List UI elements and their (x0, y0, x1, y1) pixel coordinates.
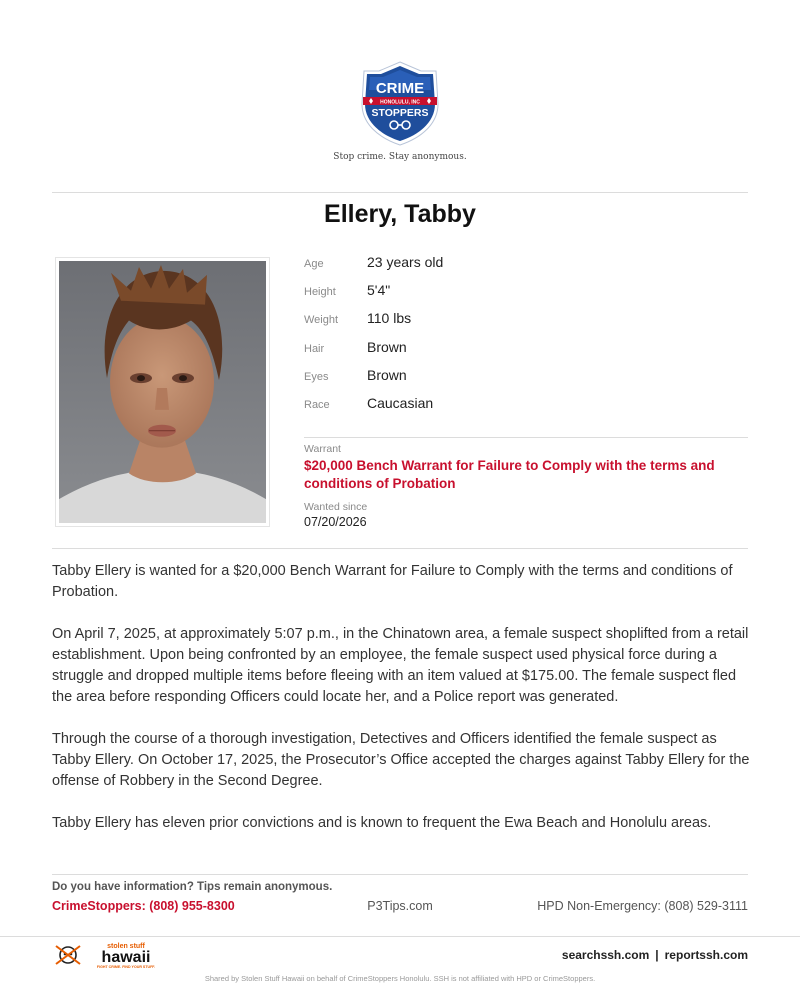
footer-separator: | (655, 948, 659, 962)
attribute-value: 110 lbs (367, 310, 412, 327)
attribute-age (304, 254, 748, 282)
attribute-race (304, 395, 748, 423)
description-paragraph: Tabby Ellery is wanted for a $20,000 Bench Warrant for Failure to Comply with the terms and conditions of Probation. (52, 563, 733, 600)
attribute-value: 5'4" (367, 282, 391, 299)
tips-question: Do you have information? Tips remain anonymous. (52, 881, 333, 893)
svg-text:STOPPERS: STOPPERS (371, 107, 429, 119)
description-paragraph: Through the course of a thorough investigation, Detectives and Officers identified the female suspect as Tabby Ellery. On October 17, 2025, the Prosecutor’s Office accepted the charges against Tabby Ellery for the offense of Robbery in the Second Degree. (52, 731, 750, 789)
attribute-eyes (304, 367, 748, 395)
crimestoppers-phone-link[interactable]: CrimeStoppers: (808) 955-8300 (52, 899, 235, 913)
searchssh-link[interactable]: searchssh.com (561, 948, 650, 962)
stolen-stuff-hawaii-logo (54, 940, 158, 975)
attribute-label: Age (304, 258, 324, 270)
svg-text:stolen stuff: stolen stuff (107, 943, 145, 950)
description-paragraph: Tabby Ellery has eleven prior convictions and is known to frequent the Ewa Beach and Honolulu areas. (52, 815, 712, 831)
mugshot-photo (59, 261, 266, 523)
svg-text:FIGHT CRIME. FIND YOUR STUFF.: FIGHT CRIME. FIND YOUR STUFF. (96, 965, 156, 969)
divider (0, 936, 800, 937)
footer-links (562, 948, 748, 962)
reportssh-link[interactable]: reportssh.com (664, 948, 748, 962)
warrant-section (304, 437, 748, 529)
attribute-value: 23 years old (367, 254, 444, 270)
description-paragraph: On April 7, 2025, at approximately 5:07 p.m., in the Chinatown area, a female suspect shoplifted from a retail establishment. Upon being confronted by an employee, the female suspect used physical force during a struggle and dropped multiple items before fleeing with an item valued at $175.00. The female suspect fled the area before responding Officers could locate her, and a Police report was generated. (52, 626, 749, 705)
attribute-value: Caucasian (367, 394, 434, 411)
attribute-hair (304, 339, 748, 367)
attribute-value: Brown (367, 338, 407, 355)
divider (52, 548, 748, 549)
divider (52, 874, 748, 875)
attribute-label: Eyes (304, 370, 329, 383)
attribute-weight (304, 310, 748, 338)
crimestoppers-badge-icon (359, 60, 441, 146)
tips-section (52, 881, 748, 913)
hpd-phone-link[interactable]: HPD Non-Emergency: (808) 529-3111 (537, 899, 748, 913)
tips-contacts (52, 899, 748, 913)
tagline: Stop crime. Stay anonymous. (333, 152, 467, 162)
physical-attributes (304, 254, 748, 423)
warrant-label: Warrant (304, 443, 341, 455)
attribute-label: Hair (304, 342, 325, 355)
wanted-since-label: Wanted since (304, 501, 368, 513)
attribute-height (304, 282, 748, 310)
svg-text:CRIME: CRIME (375, 80, 425, 97)
case-description (52, 561, 752, 855)
footer-disclaimer: Shared by Stolen Stuff Hawaii on behalf of CrimeStoppers Honolulu. SSH is not affiliated with HPD or CrimeStoppers. (204, 974, 596, 983)
attribute-label: Height (304, 286, 336, 299)
warrant-description: $20,000 Bench Warrant for Failure to Comply with the terms and conditions of Probation (304, 458, 715, 491)
wanted-since-date: 07/20/2026 (304, 515, 367, 529)
attribute-value: Brown (367, 366, 407, 383)
svg-text:hawaii: hawaii (101, 949, 151, 966)
p3tips-link[interactable]: P3Tips.com (367, 899, 433, 913)
mugshot-frame (55, 257, 270, 527)
attribute-label: Race (304, 398, 330, 411)
crimestoppers-logo (0, 60, 800, 162)
divider (52, 192, 748, 193)
subject-name: Ellery, Tabby (324, 200, 476, 228)
attribute-label: Weight (304, 314, 339, 327)
stolen-stuff-hawaii-logo-icon (54, 940, 158, 970)
svg-text:HONOLULU, INC: HONOLULU, INC (380, 99, 420, 106)
